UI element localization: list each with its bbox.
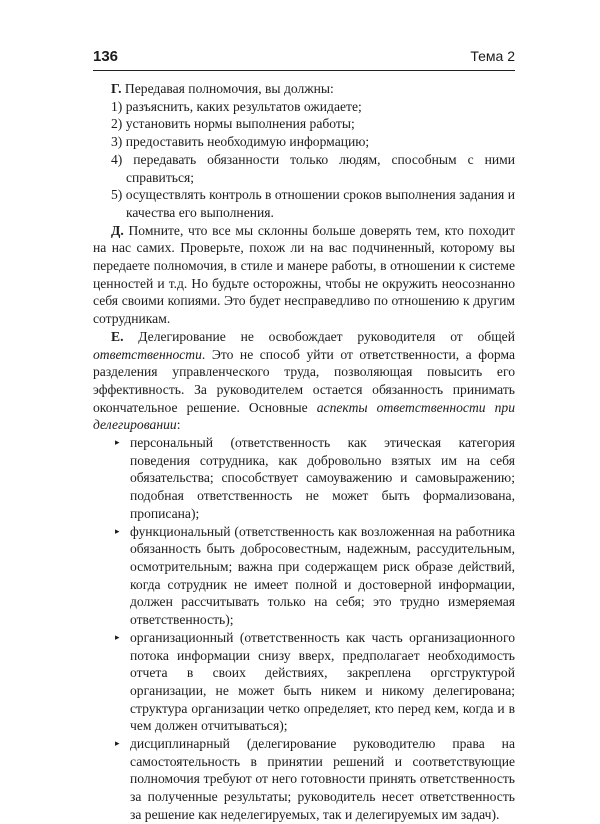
bullet-arrow-icon: ▸ [115,738,120,749]
list-item: ▸ дисциплинарный (делегирование руководителю права на самостоятельность в принятии решений и соответствующие полномочия требуют от него готовности принять ответственность за полученные результаты; руководитель несет ответственность за решение как неделегируемых, так и делегируемых им задач). [115,736,515,822]
list-item: ▸ персональный (ответственность как этическая категория поведения сотрудника, как добровольно взятых им на себя обязательства; способствует самоуважению и самовыражению; подобная ответственность не может быть формализована, прописана); [115,435,515,521]
list-item: 5) осуществлять контроль в отношении сроков выполнения задания и качества его выполнения. [111,187,515,220]
running-header [93,48,515,70]
chapter-title: Тема 2 [470,48,515,64]
list-item: 2) установить нормы выполнения работы; [111,116,355,132]
list-item: 4) передавать обязанности только людям, способным с ними справиться; [111,151,515,185]
section-g-list [93,98,515,222]
bullet-arrow-icon: ▸ [115,525,120,536]
list-item: 3) предоставить необходимую информацию; [111,134,370,150]
responsibility-term: ответственности [93,346,202,362]
page-body [93,80,515,824]
aspects-term: аспекты ответственности при делегировании [93,399,515,433]
list-item: 1) разъяснить, каких результатов ожидаете; [111,98,362,114]
section-e-paragraph: Е. Делегирование не освобождает руководителя от общей ответственности. Это не способ уйти от ответственности, а форма разделения управленческого труда, позволяющая повысить его эффективность. За руководителем остается обязанность принимать окончательное решение. Основные аспекты ответственности при делегировании: [93,328,515,433]
header-rule [93,70,515,71]
bullet-arrow-icon: ▸ [115,631,120,642]
section-d-paragraph: Д. Помните, что все мы склонны больше доверять тем, кто походит на нас самих. Проверьте, похож ли на вас подчиненный, которому вы передаете полномочия, в стиле и манере работы, в отношении к системе ценностей и т.д. Но будьте осторожны, чтобы не окружить неосознанно себя своими копиями. Это будет несправедливо по отношению к другим сотрудникам. [93,222,515,327]
list-item: ▸ организационный (ответственность как часть организационного потока информации снизу вверх, предполагает необходимость отчета в своих действиях, закреплена оргструктурой организации, не может быть никем и никому делегирована; структура организации четко определяет, кто перед кем, когда и в чем должен отчитываться); [115,629,515,734]
list-item: ▸ функциональный (ответственность как возложенная на работника обязанность быть добросовестным, надежным, рассудительным, осмотрительным; важна при содержащем риск образе действий, когда сотрудник не имеет полной и достоверной информации, должен рассчитывать только на себя; это трудно измеряемая ответственность); [115,523,515,628]
page-number: 136 [93,48,119,65]
aspects-list [93,434,515,823]
section-g-letter: Г. [111,81,122,96]
section-d-letter: Д. [111,222,124,238]
bullet-arrow-icon: ▸ [115,437,120,448]
section-g-intro: Г. Передавая полномочия, вы должны: [111,81,334,96]
section-e-letter: Е. [111,328,124,344]
